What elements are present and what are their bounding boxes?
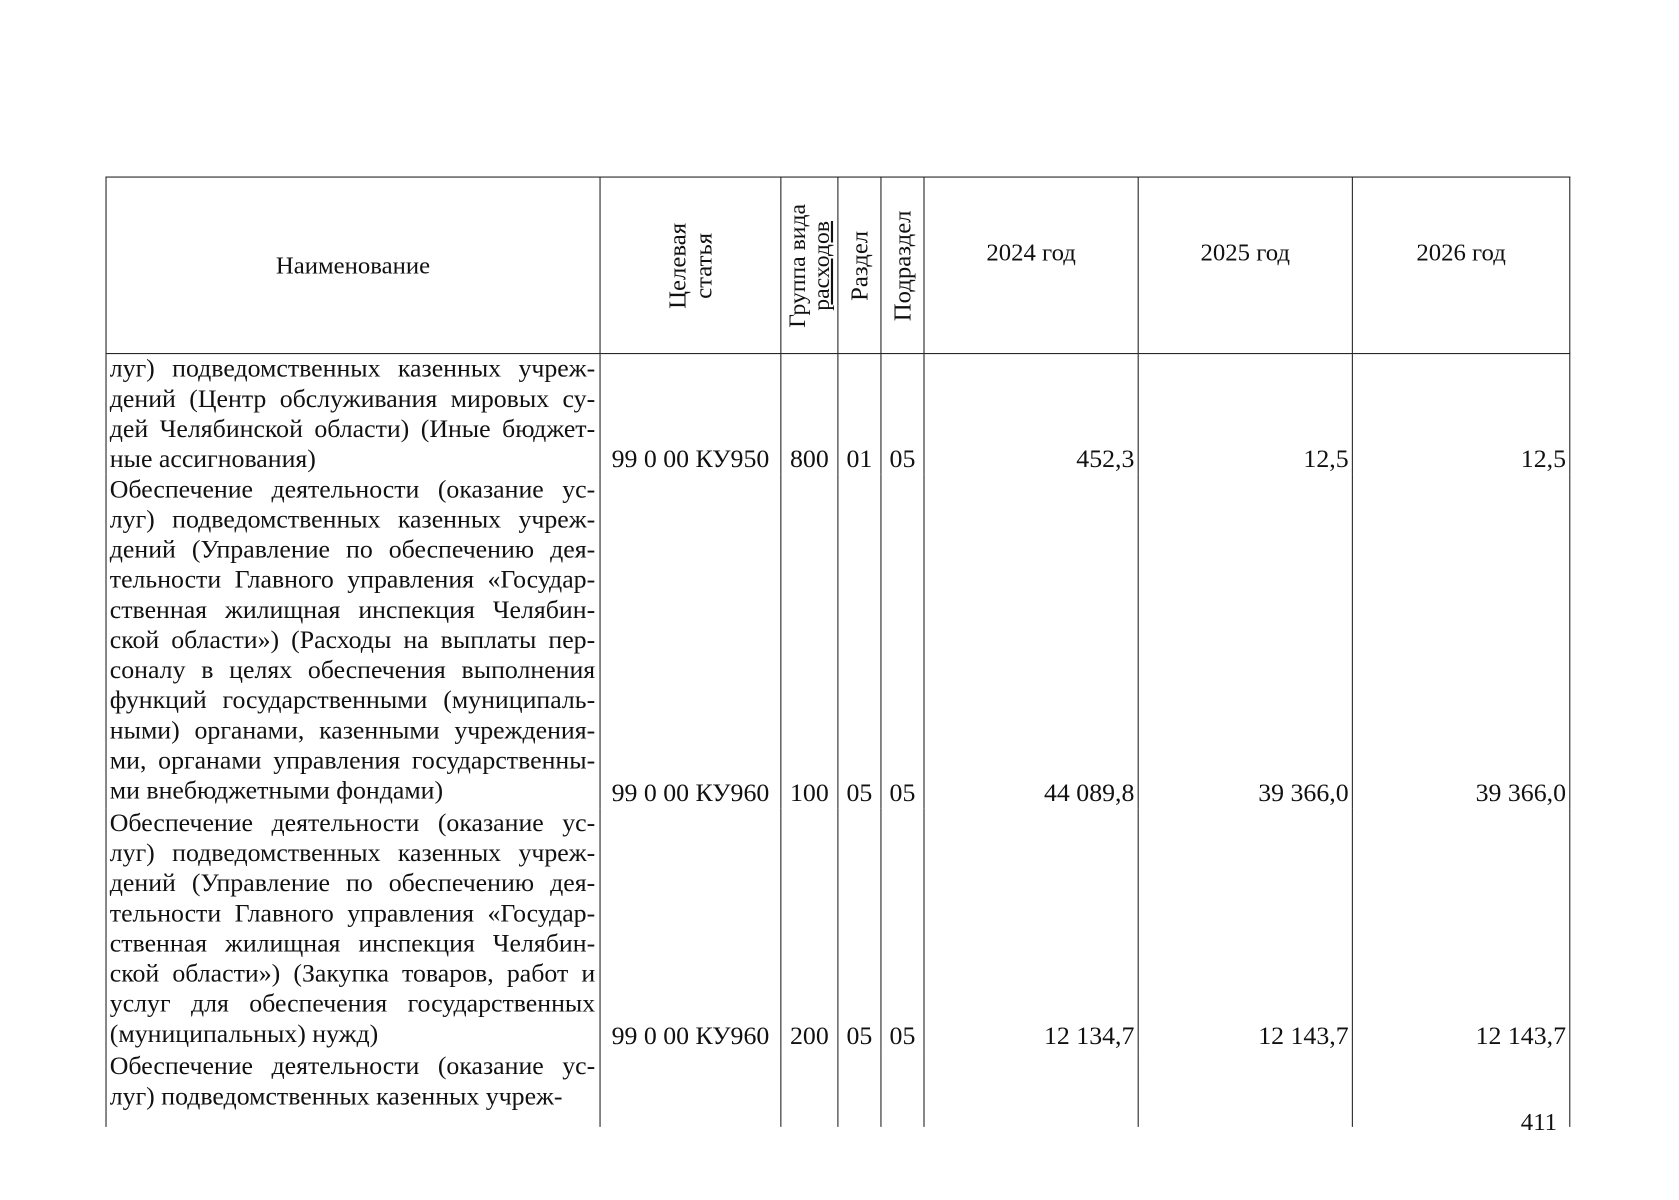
header-target-line1: Целевая (663, 222, 691, 309)
row-value-2025: 39 366,0 (1138, 475, 1352, 809)
table-row (106, 1052, 1570, 1127)
row-section: 05 (838, 475, 881, 809)
row-target-code (600, 1052, 781, 1127)
table-row (106, 354, 1570, 475)
row-value-2026: 12,5 (1352, 354, 1569, 475)
row-expense-group: 200 (781, 808, 838, 1051)
budget-table (105, 177, 1570, 1127)
table-row (106, 808, 1570, 1051)
header-year-2024: 2024 год (924, 177, 1138, 354)
row-target-code: 99 0 00 КУ960 (600, 808, 781, 1051)
row-target-code: 99 0 00 КУ960 (600, 475, 781, 809)
row-name: Обеспечение деятельности (оказание ус-луг) подведомственных казенных учреж-дений (Управление по обеспечению дея-тельности Главного управления «Государ-ственная жилищная инспекция Челябин-ской области») (Закупка товаров, работ и услуг для обеспечения государственных (муниципальных) нужд) (106, 808, 600, 1051)
header-expense-group (781, 177, 838, 354)
header-target-line2: статья (689, 232, 717, 299)
header-name: Наименование (106, 177, 600, 354)
header-group-line1: Группа вида (783, 203, 811, 328)
header-section-label: Раздел (845, 230, 873, 301)
header-group-line2: расходов (807, 220, 835, 311)
table-row (106, 475, 1570, 809)
header-target-article (600, 177, 781, 354)
table-header-row (106, 177, 1570, 354)
row-subsection: 05 (881, 475, 924, 809)
header-year-2025: 2025 год (1138, 177, 1352, 354)
row-name: Обеспечение деятельности (оказание ус-луг) подведомственных казенных учреж-дений (Управление по обеспечению дея-тельности Главного управления «Государ-ственная жилищная инспекция Челябин-ской области») (Расходы на выплаты пер-соналу в целях обеспечения выполнения функций государственными (муниципаль-ными) органами, казенными учреждения-ми, органами управления государственны-ми внебюджетными фондами) (106, 475, 600, 809)
row-expense-group: 100 (781, 475, 838, 809)
row-section (838, 1052, 881, 1127)
header-subsection (881, 177, 924, 354)
row-value-2025: 12,5 (1138, 354, 1352, 475)
row-value-2025: 12 143,7 (1138, 808, 1352, 1051)
row-value-2026: 39 366,0 (1352, 475, 1569, 809)
row-section: 01 (838, 354, 881, 475)
row-target-code: 99 0 00 КУ950 (600, 354, 781, 475)
row-value-2026: 12 143,7 (1352, 808, 1569, 1051)
row-subsection (881, 1052, 924, 1127)
row-value-2024: 44 089,8 (924, 475, 1138, 809)
row-value-2025 (1138, 1052, 1352, 1127)
header-subsection-label: Подраздел (888, 209, 916, 321)
row-subsection: 05 (881, 354, 924, 475)
row-value-2024: 12 134,7 (924, 808, 1138, 1051)
header-year-2026: 2026 год (1352, 177, 1569, 354)
row-name: луг) подведомственных казенных учреж-дений (Центр обслуживания мировых су-дей Челябинской области) (Иные бюджет-ные ассигнования) (106, 354, 600, 475)
row-value-2024 (924, 1052, 1138, 1127)
page-number: 411 (1520, 1108, 1558, 1136)
row-subsection: 05 (881, 808, 924, 1051)
header-section (838, 177, 881, 354)
row-section: 05 (838, 808, 881, 1051)
row-expense-group (781, 1052, 838, 1127)
row-name: Обеспечение деятельности (оказание ус-луг) подведомственных казенных учреж- (106, 1052, 600, 1127)
row-expense-group: 800 (781, 354, 838, 475)
row-value-2024: 452,3 (924, 354, 1138, 475)
